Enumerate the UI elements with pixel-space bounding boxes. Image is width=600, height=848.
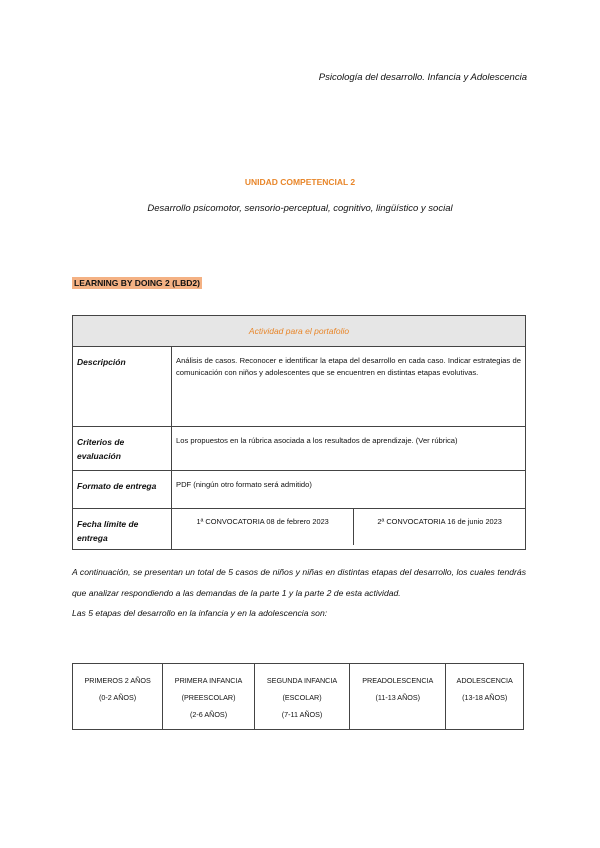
- stage-ages: (13-18 AÑOS): [462, 693, 508, 702]
- stage-name: SEGUNDA INFANCIA: [266, 676, 338, 685]
- stage-ages: (0-2 AÑOS): [99, 693, 137, 702]
- stage-cell: [73, 664, 163, 730]
- intro-paragraph: A continuación, se presentan un total de 5 casos de niños y niñas en distintas etapas del desarrollo, los cuales tendrás que analizar respondiendo a las demandas de la parte 1 y la parte 2 de esta actividad.: [72, 567, 526, 598]
- unit-subtitle: Desarrollo psicomotor, sensorio-perceptual, cognitivo, lingüístico y social: [147, 203, 453, 214]
- stages-intro: Las 5 etapas del desarrollo en la infancia y en la adolescencia son:: [72, 608, 328, 618]
- description-label: Descripción: [73, 347, 172, 427]
- stage-name: PRIMEROS 2 AÑOS: [84, 676, 151, 685]
- stage-cell: [446, 664, 524, 730]
- stage-ages: (11-13 AÑOS): [375, 693, 421, 702]
- criteria-text: Los propuestos en la rúbrica asociada a los resultados de aprendizaje. (Ver rúbrica): [172, 427, 526, 471]
- stage-cell: [350, 664, 446, 730]
- stage-name: PREADOLESCENCIA: [362, 676, 434, 685]
- document-header: Psicología del desarrollo. Infancia y Adolescencia: [318, 72, 527, 83]
- stage-ages: (2-6 AÑOS): [189, 710, 228, 719]
- stage-sub: (PREESCOLAR): [181, 693, 236, 702]
- stage-ages: (7-11 AÑOS): [281, 710, 323, 719]
- deadline-cell: [172, 509, 526, 550]
- criteria-label: Criterios de evaluación: [73, 427, 172, 471]
- portfolio-title: Actividad para el portafolio: [73, 316, 526, 347]
- description-text: Análisis de casos. Reconocer e identificar la etapa del desarrollo en cada caso. Indicar estrategias de comunicación con niños y adolescentes que se encuentren en distintas etapas evolutivas.: [172, 347, 526, 427]
- stages-table: [72, 663, 524, 730]
- intro-block: [72, 562, 526, 624]
- deadline-label: Fecha límite de entrega: [73, 509, 172, 550]
- deadline-second: 2ª CONVOCATORIA 16 de junio 2023: [354, 509, 525, 545]
- portfolio-table: [72, 315, 526, 550]
- stage-name: ADOLESCENCIA: [456, 676, 513, 685]
- unit-title: UNIDAD COMPETENCIAL 2: [244, 177, 356, 187]
- format-label: Formato de entrega: [73, 471, 172, 509]
- deadline-first: 1ª CONVOCATORIA 08 de febrero 2023: [196, 517, 329, 526]
- lbd-label: LEARNING BY DOING 2 (LBD2): [74, 278, 200, 288]
- stage-cell: [163, 664, 255, 730]
- format-text: PDF (ningún otro formato será admitido): [172, 471, 526, 509]
- stage-cell: [254, 664, 349, 730]
- stage-name: PRIMERA INFANCIA: [174, 676, 243, 685]
- stage-sub: (ESCOLAR): [282, 693, 322, 702]
